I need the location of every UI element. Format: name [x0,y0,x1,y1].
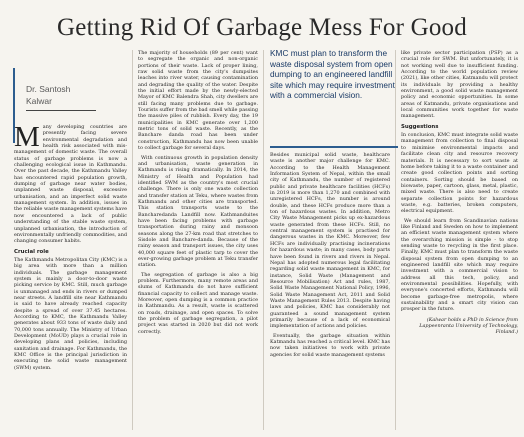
intro-text: any developing countries are presently facing severe environmental degradation and health risk associated with mis-management of domestic waste. The overall status of garbage problems is now a challenging ecological issue in Kathmandu. Over the past decade, the Kathmandu Valley has encountered rapid population growth, dumping of garbage near water bodies, unplanned waste disposal, excessive urbanisation, and an imperfect solid waste management system. In addition, issues in the reliable waste management systems have now encountered a lack of public understanding of the stable waste system, unplanned urbanisation, the introduction of environmentally unfriendly commodities, and changing consumer habits. [14,124,127,245]
paragraph: Besides municipal solid waste, healthcare waste is another major challenge for KMC. According to the Health Management Information System of Nepal, within the small city of Kathmandu, the number of registered public and private healthcare facilities (HCFs) in 2019 is more than 1,270 and combined with unregistered HCFs, the number is around double, and these HCFs produce more than a ton of hazardous wastes. In addition, Metro City Waste Management picks up ex-hazardous waste generated from these HCFs. Still, no central management system is practised for dangerous wastes in the KMC. Moreover, few HCFs are individually practising incinerations for hazardous waste; in many cases, body parts have been found in rivers and rivers in Nepal. Nepal has adopted numerous legal facilitating regarding solid waste management in KMC, for instance, Solid Waste (Management and Resource Mobilisation) Act and rules, 1987, Solid Waste Management National Policy, 1996, Solid Waste Management Act, 2011 and Solid Waste Management Rules 2013. Despite having laws and policies, KMC has considerably not guaranteed a sound management system primarily because of a lack of economical implementation of actions and policies. [270,152,390,330]
paragraph: The majority of households (89 per cent) want to segregate the organic and non-organic portions of their waste. Lack of proper lining, raw solid waste from the city's dumpsites leaches into river water, causing contamination and degrading the quality of the water. Despite the initial effort made by the newly-elected Mayor of KMC Balendra Shah, city dwellers are still facing many problems due to garbage. Tourists suffer from the bad smell while passing the massive piles of rubbish. Every day, the 19 municipalities in KMC generate over 1,200 metric tons of solid waste. Recently, as the Banchare danda road has been under construction, Kathmandu has now been unable to collect garbage for several days. [138,50,258,152]
paragraph: We should learn from Scandinavian nations like Finland and Sweden on how to implement an efficient waste management system where the overarching mission is simple - to stop sending waste to recycling in the first place. Finally, KMC must plan to transform the waste disposal system from open dumping to an engineered landfill site which may require investment with a commercial vision to address all this tech, policy, and environmental possibilities. Hopefully, with everyone's concerted efforts, Kathmandu will become garbage-free metropolis, where sustainability and a smart city vision can prosper in the future. [401,217,518,313]
paragraph: The segregation of garbage is also a big problem. Furthermore, many remote areas and slums of Kathmandu do not have sufficient financial capacity to collect and manage waste. Moreover, open dumping is a common practice in Kathmandu. As a result, waste is scattered on roads, drainage, and open spaces. To solve the problem of garbage segregation, a pilot project was started in 2020 but did not work correctly. [138,271,258,335]
author-block [26,83,86,107]
author-line-1: Dr. Santosh [26,84,71,94]
column-divider [132,50,133,430]
pull-quote-rule [270,146,398,148]
section-heading-suggestions: Suggestions [401,123,439,130]
article-column-1 [14,121,127,374]
article-column-2 [138,50,258,338]
article-column-3 [270,152,390,361]
paragraph: like private sector participation (PSP) as a crucial role for SWM. But unfortunately, it is not working well due to insufficient funding. According to the world population review (2021), like other cities, Katmandu will protect its individuals by providing a healthy environment, a good solid waste management policy and economic opportunities. In some areas of Katmandu, private organisations and local communities work together for waste management. [401,50,518,120]
drop-cap: M [14,121,40,153]
pull-quote: KMC must plan to transform the waste disposal system from open dumping to an engineered landfill site which may require investment with a commercial vision. [270,48,395,101]
paragraph: In conclusion, KMC must integrate solid waste management from collection to final disposal to minimise environmental impacts and facilitate clean city and resource recovery materials. It is necessary to sort waste at home before taking it to a waste container and create good collection points and sorting containers. Sorting should be based on biowaste, paper, cartoon, glass, metal, plastic, mixed waste. There is also need to create separate collection points for hazardous waste, e.g. batteries, broken computers, electrical equipment. [401,132,518,215]
article-column-4 [401,50,518,336]
intro-paragraph [14,121,127,245]
author-line-2: Kalwar [26,96,52,106]
author-bio: (Kalwar holds a PhD in Science from Lappeenranta University of Technology, Finland.) [419,316,518,336]
column-divider [395,50,396,430]
section-heading-crucial-role: Crucial role [14,248,49,255]
headline: Getting Rid Of Garbage Mess For Good [57,14,467,41]
column-divider [263,50,264,430]
author-divider [26,110,96,111]
paragraph: With continuous growth in population density and urbanisation, waste generation in Kathmandu is rising dramatically. In 2014, the Ministry of Health and Population had identified SWM as the country's most crucial challenge. There is only one waste collection and transfer station at Teku, where wastes from Kathmandu and other cities are transported. This station transports waste to the Bancharedanda Landfill now. Kathmanduites have been facing problems with garbage transportation during rainy and monsoon seasons along the 27-km road that stretches to Sisdole and Banchare-danda. Because of the rainy season and transport issues, the city uses 40,000 square feet of plastic tarp to cover the ever-growing garbage problem at Teku transfer station. [138,154,258,269]
paragraph: The Kathmandu Metropolitan City (KMC) is a big area with more than a million individuals. The garbage management system is mainly a door-to-door waste picking service by KMC. Still, much garbage is unmanaged and ends in rivers or dumped near streets. A landfill site near Kathmandu is said to have already reached capacity despite a spread of over 37.45 hectares. According to KMC, the Kathmandu Valley generates about 933 tons of waste daily and 70,000 tons annually. The Ministry of Urban Development (MoUD) plays a crucial role in developing plans and policies, including sanitation and drainage. For Kathmandu, the KMC Office is the principal jurisdiction in executing the solid waste management (SWM) system. [14,256,127,371]
paragraph: Eventually, the garbage situation within Katmandu has reached a critical level. KMC has now taken initiatives to work with private agencies for solid waste management systems [270,332,390,358]
